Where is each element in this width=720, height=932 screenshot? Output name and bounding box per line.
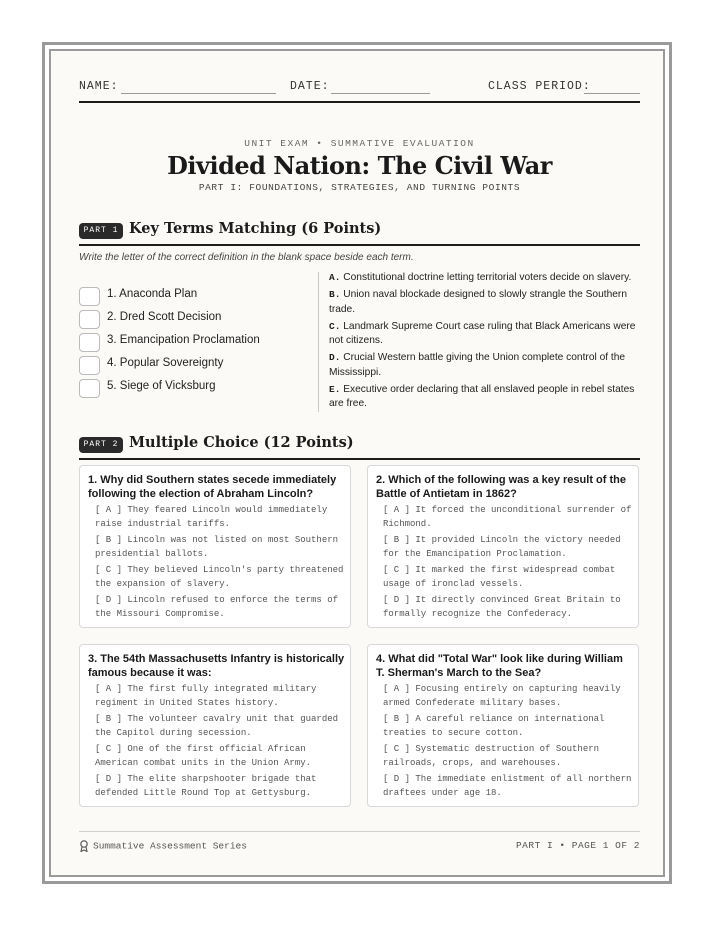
part1-badge: PART 1 [79,223,123,239]
definition-letter: B. [329,289,341,301]
definition-item [329,383,643,412]
footer-divider [79,831,640,832]
date-label: DATE: [290,80,330,93]
definition-item [329,320,643,349]
answer-blank[interactable] [79,287,100,306]
page-indicator: PART I • PAGE 1 OF 2 [515,840,640,851]
answer-option-c[interactable]: [ C ] It marked the first widespread combat usage of ironclad vessels. [383,565,616,589]
part2-badge: PART 2 [79,437,123,453]
footer-series [79,840,247,852]
definition-letter: E. [329,384,341,396]
name-field[interactable] [121,93,276,94]
term-item [79,333,314,356]
answer-option-d[interactable]: [ D ] The immediate enlistment of all northern draftees under age 18. [383,774,632,798]
question-card-2 [367,465,639,628]
class-period-field[interactable] [584,93,640,94]
definition-item [329,288,643,317]
term-label: 1. Anaconda Plan [107,288,198,300]
answer-option-a[interactable]: [ A ] Focusing entirely on capturing heavily armed Confederate military bases. [383,684,621,708]
answer-options [383,682,633,802]
footer-series-text: Summative Assessment Series [93,840,247,852]
term-label: 4. Popular Sovereignty [107,357,224,369]
part1-header [79,222,640,246]
definition-letter: D. [329,352,341,364]
answer-option-d[interactable]: [ D ] It directly convinced Great Britain to formally recognize the Confederacy. [383,595,621,619]
question-text: 1. Why did Southern states secede immediately following the election of Abraham Lincoln? [88,474,337,500]
definition-item [329,271,643,285]
date-field[interactable] [331,93,430,94]
answer-option-a[interactable]: [ A ] It forced the unconditional surrender of Richmond. [383,505,632,529]
part2-header [79,436,640,460]
name-label: NAME: [79,80,119,93]
definition-letter: C. [329,320,341,332]
term-item [79,356,314,379]
question-text: 2. Which of the following was a key result of the Battle of Antietam in 1862? [376,474,626,500]
answer-options [95,682,345,802]
answer-blank[interactable] [79,310,100,329]
answer-options [383,503,633,623]
answer-option-d[interactable]: [ D ] Lincoln refused to enforce the terms of the Missouri Compromise. [95,595,339,619]
question-card-4 [367,644,639,807]
definition-text: Executive order declaring that all enslaved people in rebel states are free. [329,384,635,410]
definition-letter: A. [329,272,341,283]
answer-option-a[interactable]: [ A ] They feared Lincoln would immediately raise industrial tariffs. [95,505,328,529]
term-item [79,379,314,402]
term-label: 5. Siege of Vicksburg [107,380,216,392]
definition-text: Union naval blockade designed to slowly strangle the Southern trade. [329,289,627,315]
answer-blank[interactable] [79,379,100,398]
term-label: 3. Emancipation Proclamation [107,334,260,346]
student-info-row [79,76,640,98]
question-text: 3. The 54th Massachusetts Infantry is historically famous because it was: [88,653,345,679]
question-text: 4. What did "Total War" look like during William T. Sherman's March to the Sea? [376,653,623,679]
answer-option-b[interactable]: [ B ] Lincoln was not listed on most Southern presidential ballots. [95,535,339,559]
answer-option-c[interactable]: [ C ] Systematic destruction of Southern railroads, crops, and warehouses. [383,744,600,768]
question-card-3 [79,644,351,807]
definition-text: Crucial Western battle giving the Union complete control of the Mississippi. [329,352,626,378]
answer-options [95,503,345,623]
award-ribbon-icon [79,840,89,852]
answer-option-d[interactable]: [ D ] The elite sharpshooter brigade that defended Little Round Top at Gettysburg. [95,774,317,798]
part1-title: Key Terms Matching (6 Points) [129,220,382,237]
answer-blank[interactable] [79,356,100,375]
answer-option-a[interactable]: [ A ] The first fully integrated military regiment in United States history. [95,684,317,708]
answer-blank[interactable] [79,333,100,352]
definition-list [329,271,643,415]
definition-item [329,351,643,380]
term-item [79,287,314,310]
exam-title: Divided Nation: The Civil War [167,151,552,180]
term-list [79,287,314,402]
answer-option-b[interactable]: [ B ] The volunteer cavalry unit that guarded the Capitol during secession. [95,714,339,738]
definition-text: Landmark Supreme Court case ruling that Black Americans were not citizens. [329,320,636,347]
answer-option-b[interactable]: [ B ] A careful reliance on international treaties to secure cotton. [383,714,605,738]
definition-text: Constitutional doctrine letting territorial voters decide on slavery. [343,272,632,283]
exam-subtitle: PART I: FOUNDATIONS, STRATEGIES, AND TURNING POINTS [198,182,521,193]
part1-instructions: Write the letter of the correct definition in the blank space beside each term. [79,252,414,263]
term-label: 2. Dred Scott Decision [107,311,222,323]
question-card-1 [79,465,351,628]
class-period-label: CLASS PERIOD: [488,80,591,93]
matching-divider [318,272,319,412]
answer-option-b[interactable]: [ B ] It provided Lincoln the victory needed for the Emancipation Proclamation. [383,535,621,559]
term-item [79,310,314,333]
answer-option-c[interactable]: [ C ] One of the first official African American combat units in the Union Army. [95,744,312,768]
part2-title: Multiple Choice (12 Points) [129,434,354,451]
header-divider [79,101,640,103]
exam-kicker: UNIT EXAM • SUMMATIVE EVALUATION [244,138,475,149]
answer-option-c[interactable]: [ C ] They believed Lincoln's party threatened the expansion of slavery. [95,565,344,589]
